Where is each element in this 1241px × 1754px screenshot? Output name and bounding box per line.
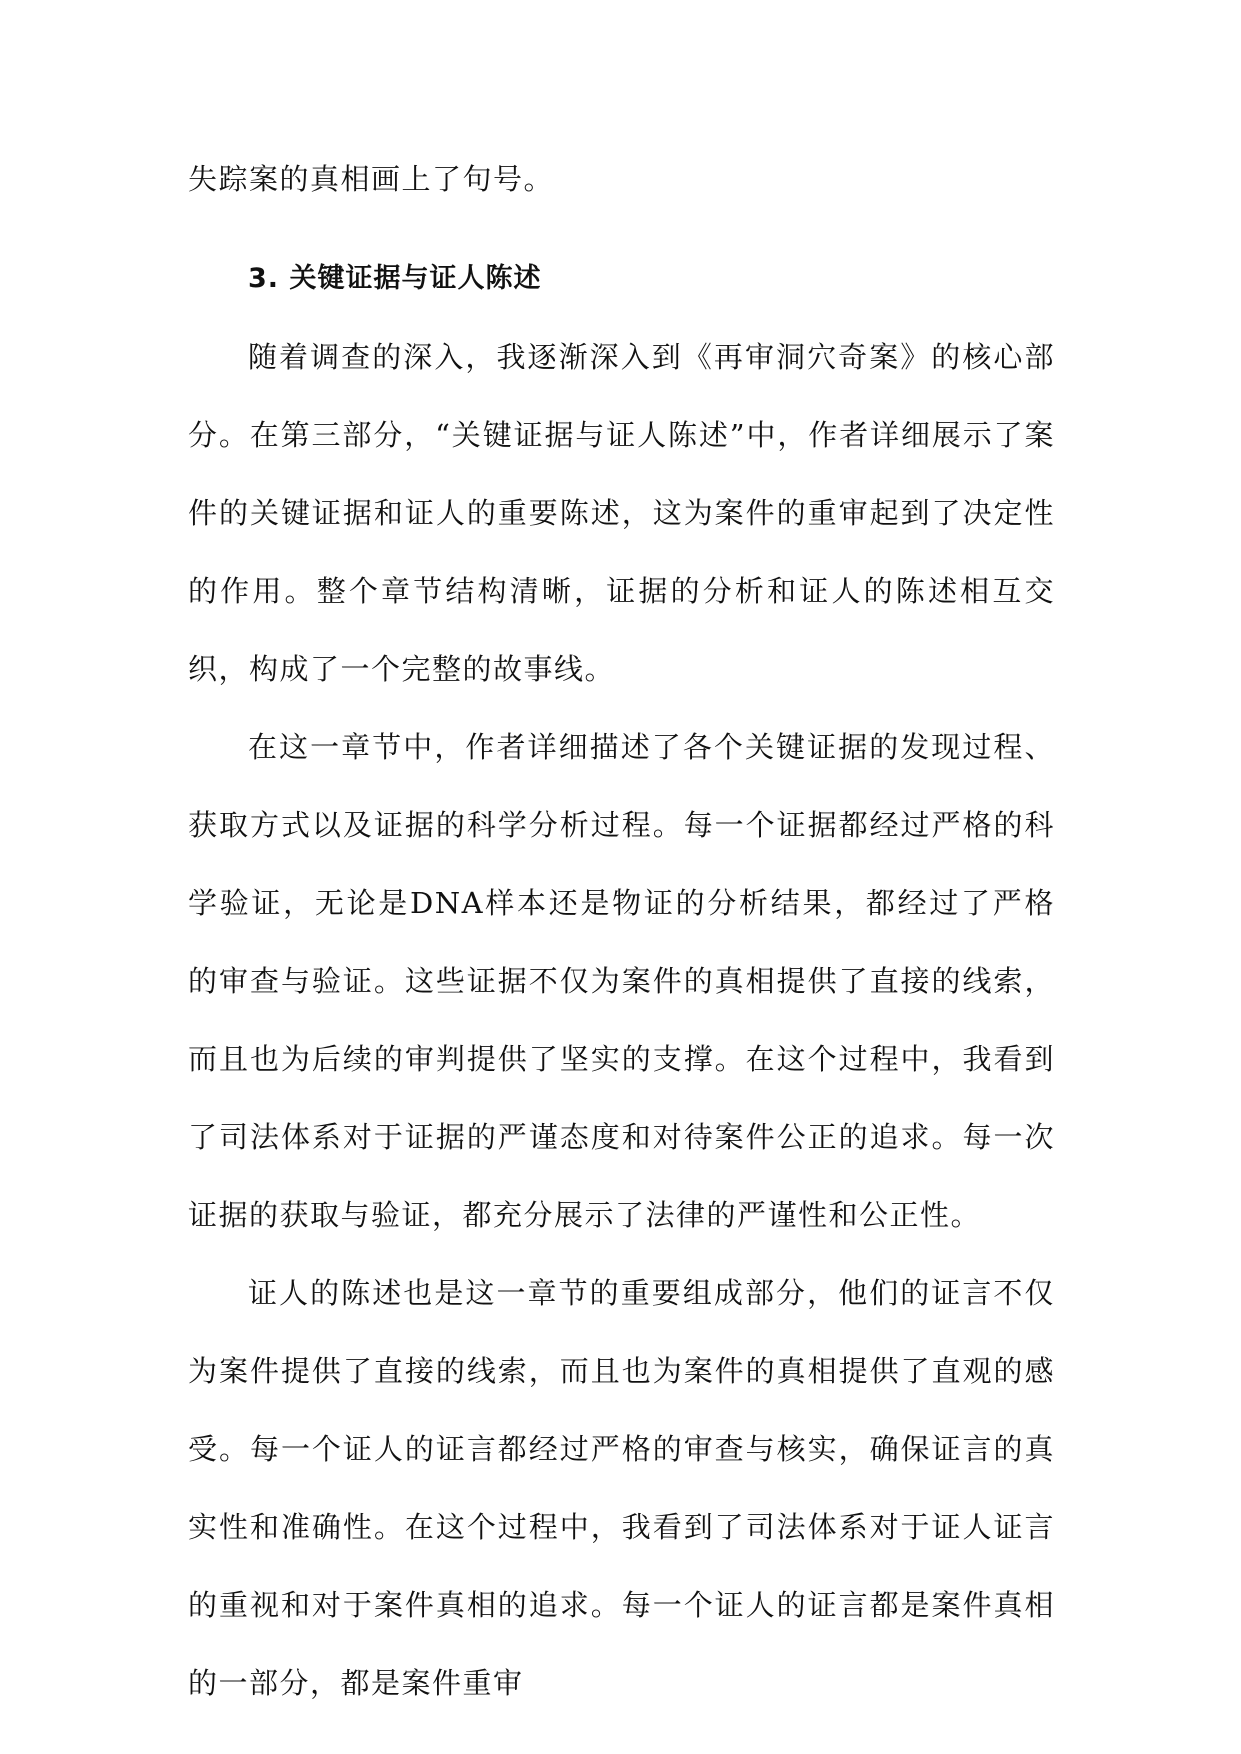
paragraph-evidence: 在这一章节中，作者详细描述了各个关键证据的发现过程、获取方式以及证据的科学分析过程。每一个证据都经过严格的科学验证，无论是DNA样本还是物证的分析结果，都经过了严格的审查与验证。这些证据不仅为案件的真相提供了直接的线索，而且也为后续的审判提供了坚实的支撑。在这个过程中，我看到了司法体系对于证据的严谨态度和对待案件公正的追求。每一次证据的获取与验证，都充分展示了法律的严谨性和公正性。	[188, 730, 1055, 1232]
section-heading: 3. 关键证据与证人陈述	[248, 263, 542, 294]
paragraph-intro: 随着调查的深入，我逐渐深入到《再审洞穴奇案》的核心部分。在第三部分，“关键证据与证人陈述”中，作者详细展示了案件的关键证据和证人的重要陈述，这为案件的重审起到了决定性的作用。整个章节结构清晰，证据的分析和证人的陈述相互交织，构成了一个完整的故事线。	[188, 340, 1055, 686]
paragraph-witness: 证人的陈述也是这一章节的重要组成部分，他们的证言不仅为案件提供了直接的线索，而且也为案件的真相提供了直观的感受。每一个证人的证言都经过严格的审查与核实，确保证言的真实性和准确性。在这个过程中，我看到了司法体系对于证人证言的重视和对于案件真相的追求。每一个证人的证言都是案件真相的一部分，都是案件重审	[188, 1276, 1055, 1700]
paragraph-continuation: 失踪案的真相画上了句号。	[188, 162, 555, 196]
